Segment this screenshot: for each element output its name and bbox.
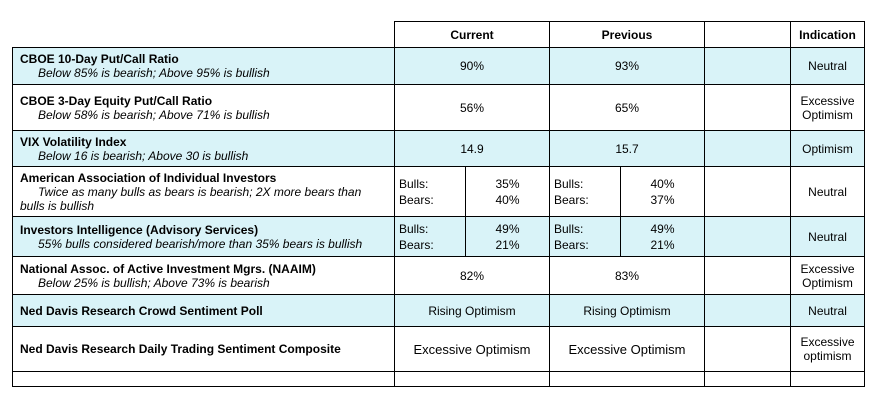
current-bears: 21% [495, 237, 520, 252]
empty-cell [705, 372, 791, 387]
bears-label: Bears: [399, 237, 434, 252]
current-value: 14.9 [395, 131, 550, 167]
previous-bears: 21% [650, 237, 675, 252]
previous-labels [550, 167, 621, 217]
indication-value: Neutral [791, 295, 865, 327]
indicator-name: Ned Davis Research Crowd Sentiment Poll [20, 303, 263, 318]
header-row [13, 22, 865, 48]
empty-cell [705, 295, 791, 327]
indicator-name: VIX Volatility Index [20, 134, 127, 149]
table-row [13, 295, 865, 327]
indication-value: Neutral [791, 48, 865, 85]
table-row [13, 217, 865, 257]
indicator-cell [13, 48, 395, 85]
indication-line2: Optimism [802, 107, 853, 122]
previous-value: Rising Optimism [550, 295, 705, 327]
bears-label: Bears: [399, 192, 434, 207]
table-row [13, 257, 865, 295]
current-labels [395, 167, 466, 217]
indicator-name: American Association of Individual Investors [20, 170, 277, 185]
indication-line1: Excessive [800, 261, 855, 276]
empty-cell [705, 257, 791, 295]
empty-cell [705, 131, 791, 167]
empty-cell [13, 372, 395, 387]
current-bears: 40% [495, 192, 520, 207]
current-value: Excessive Optimism [395, 327, 550, 372]
indication-value [791, 257, 865, 295]
previous-bulls: 49% [650, 221, 675, 236]
indication-line2: Optimism [802, 275, 853, 290]
previous-value: 93% [550, 48, 705, 85]
current-labels [395, 217, 466, 257]
previous-value: 15.7 [550, 131, 705, 167]
indicator-cell [13, 217, 395, 257]
indicator-name: CBOE 3-Day Equity Put/Call Ratio [20, 93, 213, 108]
indicator-cell [13, 85, 395, 131]
indicator-desc: Below 16 is bearish; Above 30 is bullish [38, 148, 249, 163]
empty-cell [705, 85, 791, 131]
current-values [466, 217, 550, 257]
indicator-cell [13, 327, 395, 372]
indication-value [791, 327, 865, 372]
bears-label: Bears: [554, 192, 589, 207]
indicator-name: CBOE 10-Day Put/Call Ratio [20, 52, 179, 66]
indicator-name: National Assoc. of Active Investment Mgrs. (NAAIM) [20, 261, 316, 276]
previous-bears: 37% [650, 192, 675, 207]
header-current: Current [395, 22, 550, 48]
indicator-cell [13, 257, 395, 295]
indicator-desc-line2: bulls is bullish [20, 198, 95, 213]
current-value: 56% [395, 85, 550, 131]
current-value: Rising Optimism [395, 295, 550, 327]
header-previous: Previous [550, 22, 705, 48]
previous-value: 65% [550, 85, 705, 131]
indication-line1: Excessive [800, 93, 855, 108]
table-row [13, 85, 865, 131]
sentiment-table [12, 21, 865, 387]
indicator-desc: Below 25% is bullish; Above 73% is bearish [38, 275, 270, 290]
indicator-cell [13, 295, 395, 327]
bulls-label: Bulls: [554, 221, 584, 236]
indicator-desc: Below 58% is bearish; Above 71% is bullish [38, 107, 270, 122]
previous-value: Excessive Optimism [550, 327, 705, 372]
table-row [13, 131, 865, 167]
indicator-desc: Below 85% is bearish; Above 95% is bullish [38, 66, 270, 80]
indication-value: Neutral [791, 217, 865, 257]
header-blank [13, 22, 395, 48]
empty-cell [705, 327, 791, 372]
empty-cell [705, 217, 791, 257]
header-indication: Indication [791, 22, 865, 48]
indicator-desc-line1: Twice as many bulls as bears is bearish; 2X more bears than [38, 184, 362, 199]
previous-bulls: 40% [650, 176, 675, 191]
empty-cell [705, 167, 791, 217]
table-row [13, 167, 865, 217]
indication-line2: optimism [803, 349, 852, 363]
table-row [13, 327, 865, 372]
indicator-cell [13, 131, 395, 167]
bulls-label: Bulls: [399, 176, 429, 191]
header-empty [705, 22, 791, 48]
indication-value: Optimism [791, 131, 865, 167]
current-value: 82% [395, 257, 550, 295]
indicator-desc: 55% bulls considered bearish/more than 35% bears is bullish [38, 236, 363, 251]
current-bulls: 35% [495, 176, 520, 191]
indicator-name: Investors Intelligence (Advisory Services) [20, 222, 259, 237]
indication-value: Neutral [791, 167, 865, 217]
table-row [13, 48, 865, 85]
previous-values [621, 167, 705, 217]
indicator-name: Ned Davis Research Daily Trading Sentiment Composite [20, 342, 341, 356]
empty-cell [791, 372, 865, 387]
empty-cell [705, 48, 791, 85]
previous-value: 83% [550, 257, 705, 295]
empty-row [13, 372, 865, 387]
indication-value [791, 85, 865, 131]
bulls-label: Bulls: [399, 221, 429, 236]
bears-label: Bears: [554, 237, 589, 252]
empty-cell [395, 372, 550, 387]
previous-values [621, 217, 705, 257]
indicator-cell [13, 167, 395, 217]
bulls-label: Bulls: [554, 176, 584, 191]
current-value: 90% [395, 48, 550, 85]
indication-line1: Excessive [800, 335, 855, 349]
empty-cell [550, 372, 705, 387]
current-bulls: 49% [495, 221, 520, 236]
current-values [466, 167, 550, 217]
previous-labels [550, 217, 621, 257]
